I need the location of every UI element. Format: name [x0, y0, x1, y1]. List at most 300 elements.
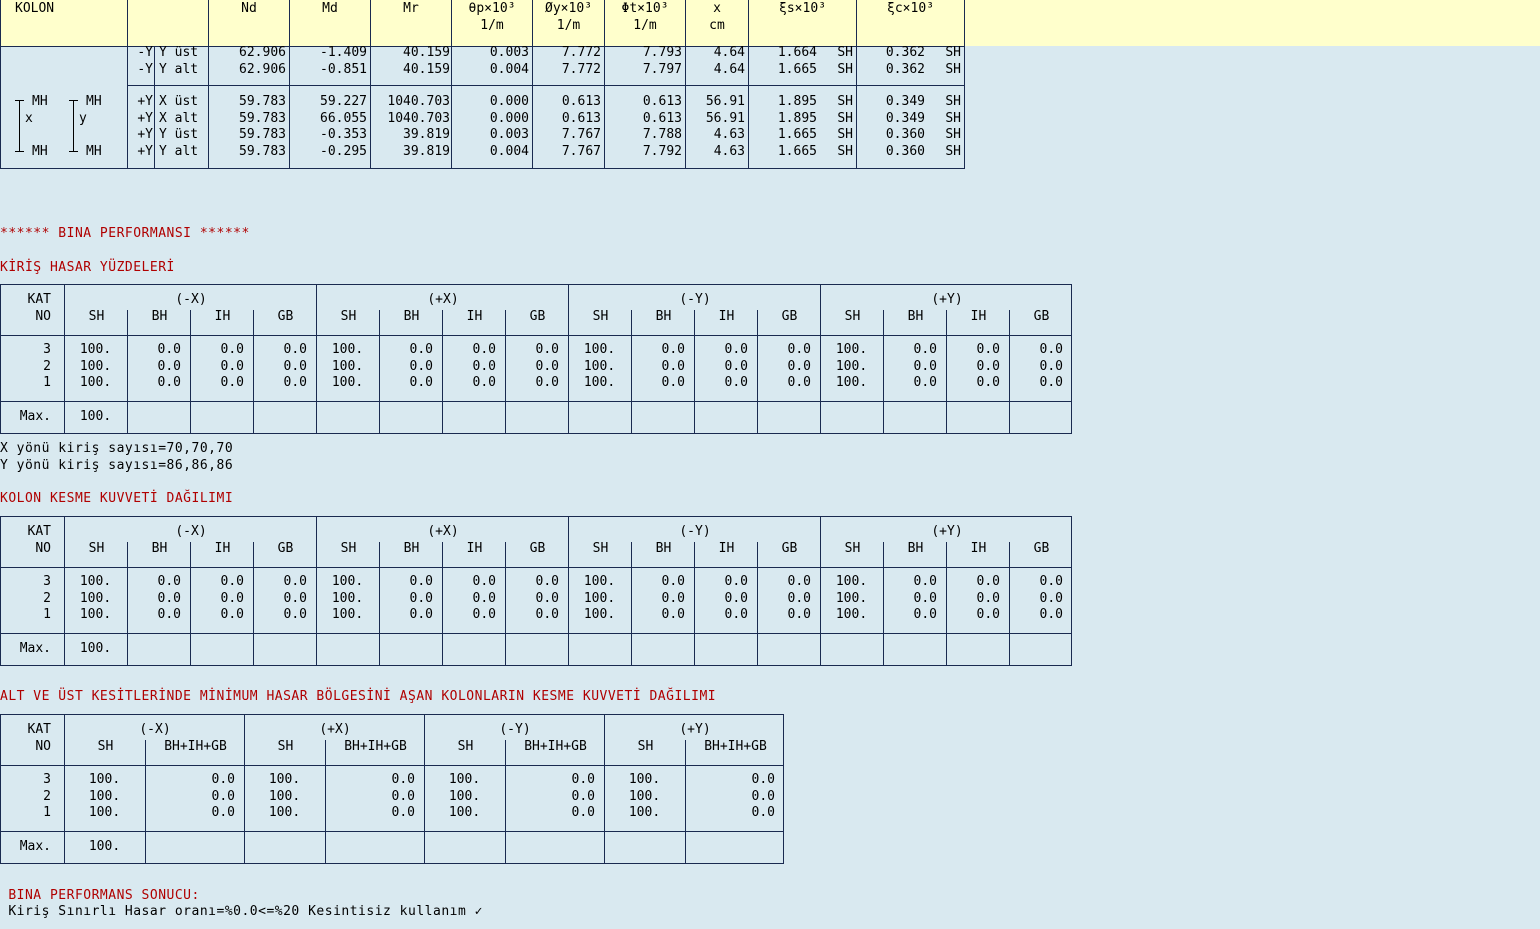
table-cell: 0.0 [220, 607, 244, 623]
table-cell: 100. [448, 772, 481, 787]
row-xc: 0.349 [885, 110, 925, 126]
max-label: Max. [19, 641, 51, 656]
table-cell: 0.0 [535, 358, 559, 374]
kiris-count-x: X yönü kiriş sayısı=70,70,70 [0, 441, 234, 456]
column-header: IH [718, 309, 735, 324]
table-cell: 100. [268, 805, 301, 821]
row-xs: 1.665 [777, 144, 817, 160]
row-kat: 3 [43, 772, 51, 787]
table-cell: 0.0 [976, 342, 1000, 357]
table-cell: 0.0 [409, 590, 433, 606]
header-blank [128, 0, 209, 46]
table-cell: 0.0 [724, 358, 748, 374]
header-pt-unit: 1/m [633, 18, 657, 33]
row-mr: 1040.703 [387, 94, 450, 109]
row-xs-state: SH [837, 110, 853, 126]
table-cell: 100. [835, 590, 868, 606]
table-cell: 0.0 [787, 342, 811, 357]
table-cell: 0.0 [976, 607, 1000, 623]
kolon-table-body [0, 46, 965, 169]
column-divider [154, 46, 155, 168]
beam-bottom-flange [15, 151, 24, 152]
group-header: (+Y) [679, 722, 711, 737]
row-oy: 7.767 [561, 127, 601, 143]
table-cell: 0.0 [409, 607, 433, 623]
table-cell: 0.0 [157, 590, 181, 606]
column-header: IH [214, 541, 231, 556]
column-header: IH [214, 309, 231, 324]
table-cell: 100. [331, 342, 364, 357]
row-xs: 1.665 [777, 127, 817, 143]
row-x: 4.63 [713, 127, 745, 143]
row-oy: 0.613 [561, 94, 601, 109]
row-xc-state: SH [945, 110, 961, 126]
header-x [686, 0, 749, 46]
table-cell: 100. [628, 788, 661, 804]
table-cell: 0.0 [913, 574, 937, 589]
kolon-header-row [1, 0, 965, 46]
column-header: IH [466, 309, 483, 324]
row-xc: 0.362 [885, 45, 925, 60]
row-md: 59.227 [320, 94, 367, 109]
row-pt: 7.792 [642, 144, 682, 160]
row-xc-state: SH [945, 61, 961, 77]
row-md: -0.851 [320, 61, 367, 77]
table-cell: 0.0 [472, 590, 496, 606]
row-xs: 1.664 [777, 45, 817, 60]
kiris-count-y: Y yönü kiriş sayısı=86,86,86 [0, 458, 234, 473]
row-dir: -Y [137, 45, 153, 60]
table-cell: 0.0 [409, 342, 433, 357]
table-cell: 0.0 [535, 590, 559, 606]
row-x: 56.91 [705, 94, 745, 109]
row-dir: +Y [137, 94, 153, 109]
table-cell: 0.0 [913, 375, 937, 391]
row-md: -1.409 [320, 45, 367, 60]
column-header: SH [844, 541, 861, 556]
no-label: NO [35, 739, 51, 754]
header-x-label: x [713, 1, 721, 16]
group-divider [128, 85, 965, 86]
row-nd: 59.783 [239, 110, 286, 126]
column-header: SH [844, 309, 861, 324]
column-y-icon [69, 100, 78, 152]
group-header: (-X) [139, 722, 171, 737]
table-cell: 0.0 [976, 375, 1000, 391]
column-header: GB [529, 309, 546, 324]
header-theta-unit: 1/m [480, 18, 504, 33]
row-x: 4.64 [713, 61, 745, 77]
row-kat: 1 [43, 607, 51, 623]
table-cell: 0.0 [535, 342, 559, 357]
column-header: BH+IH+GB [344, 739, 407, 754]
table-cell: 0.0 [220, 574, 244, 589]
column-header: SH [592, 541, 609, 556]
row-xc-state: SH [945, 94, 961, 109]
row-tp: 0.004 [489, 144, 529, 160]
column-divider [127, 46, 128, 168]
table-frame [0, 516, 1072, 666]
table-cell: 100. [583, 574, 616, 589]
row-kat: 1 [43, 805, 51, 821]
row-oy: 7.772 [561, 45, 601, 60]
table-cell: 100. [835, 574, 868, 589]
row-section: Y alt [159, 144, 199, 160]
label-mh-bot-x: MH [32, 144, 48, 159]
column-header: SH [277, 739, 294, 754]
header-md: Md [290, 0, 371, 46]
row-section: Y üst [159, 127, 199, 143]
row-xc: 0.360 [885, 144, 925, 160]
row-tp: 0.000 [489, 110, 529, 126]
row-xc-state: SH [945, 144, 961, 160]
row-kat: 2 [43, 590, 51, 606]
table-cell: 0.0 [409, 358, 433, 374]
group-header: (+Y) [931, 292, 963, 307]
table-cell: 100. [88, 788, 121, 804]
beam-web [73, 100, 74, 152]
row-oy: 7.772 [561, 61, 601, 77]
table-cell: 0.0 [976, 574, 1000, 589]
table-cell: 0.0 [571, 805, 595, 821]
table-cell: 0.0 [787, 574, 811, 589]
header-pt-label: Φt×10³ [621, 1, 669, 16]
column-header: BH [907, 541, 924, 556]
row-pt: 0.613 [642, 110, 682, 126]
table-cell: 0.0 [913, 342, 937, 357]
group-header: (+Y) [931, 524, 963, 539]
max-value: 100. [79, 409, 112, 424]
table-cell: 0.0 [571, 788, 595, 804]
table-cell: 0.0 [283, 375, 307, 391]
table-frame [0, 284, 1072, 434]
table-cell: 100. [835, 375, 868, 391]
row-mr: 39.819 [403, 127, 450, 143]
header-theta-label: θp×10³ [468, 1, 516, 16]
beam-web [19, 100, 20, 152]
table-cell: 0.0 [409, 574, 433, 589]
header-mr: Mr [371, 0, 452, 46]
row-section: X üst [159, 94, 199, 109]
kat-label: KAT [27, 524, 51, 539]
table-cell: 0.0 [724, 590, 748, 606]
header-oy-unit: 1/m [556, 18, 581, 33]
row-mr: 40.159 [403, 45, 450, 60]
row-oy: 7.767 [561, 144, 601, 160]
group-header: (-Y) [679, 292, 711, 307]
table-cell: 100. [331, 574, 364, 589]
row-kat: 2 [43, 358, 51, 374]
header-nd: Nd [209, 0, 290, 46]
column-header: BH+IH+GB [704, 739, 767, 754]
header-xs: ξs×10³ [749, 0, 857, 46]
kolon-kesme-title: KOLON KESME KUVVETİ DAĞILIMI [0, 491, 234, 506]
table-cell: 0.0 [283, 342, 307, 357]
group-header: (-X) [175, 524, 207, 539]
table-cell: 0.0 [391, 805, 415, 821]
table-cell: 0.0 [661, 590, 685, 606]
table-cell: 0.0 [283, 574, 307, 589]
table-cell: 0.0 [283, 607, 307, 623]
table-cell: 0.0 [724, 375, 748, 391]
row-tp: 0.003 [489, 127, 529, 143]
table-cell: 0.0 [211, 805, 235, 821]
row-x: 56.91 [705, 110, 745, 126]
table-cell: 100. [583, 590, 616, 606]
table-cell: 0.0 [472, 342, 496, 357]
row-divider [1, 335, 1071, 336]
row-x: 4.63 [713, 144, 745, 160]
table-cell: 0.0 [724, 607, 748, 623]
table-cell: 0.0 [157, 607, 181, 623]
table-cell: 100. [448, 805, 481, 821]
row-xs-state: SH [837, 94, 853, 109]
table-cell: 0.0 [661, 607, 685, 623]
row-xc: 0.360 [885, 127, 925, 143]
table-cell: 0.0 [751, 772, 775, 787]
kiris-title: KİRİŞ HASAR YÜZDELERİ [0, 260, 175, 275]
row-pt: 7.793 [642, 45, 682, 60]
row-xc: 0.349 [885, 94, 925, 109]
no-label: NO [35, 309, 51, 324]
column-header: GB [277, 541, 294, 556]
beam-bottom-flange [69, 151, 78, 152]
table-cell: 0.0 [472, 358, 496, 374]
table-cell: 0.0 [913, 607, 937, 623]
column-header: GB [781, 541, 798, 556]
table-cell: 100. [79, 342, 112, 357]
row-md: -0.353 [320, 127, 367, 143]
column-header: BH [655, 309, 672, 324]
group-header: (-Y) [679, 524, 711, 539]
header-x-unit: cm [709, 18, 725, 33]
table-cell: 0.0 [661, 375, 685, 391]
column-header: IH [466, 541, 483, 556]
row-md: 66.055 [320, 110, 367, 126]
table-cell: 0.0 [220, 358, 244, 374]
column-header: BH [403, 309, 420, 324]
table-cell: 100. [88, 805, 121, 821]
row-nd: 62.906 [239, 45, 286, 60]
header-oy-label: Øy×10³ [545, 1, 592, 16]
column-header: SH [340, 309, 357, 324]
column-header: GB [529, 541, 546, 556]
table-cell: 100. [835, 358, 868, 374]
group-header: (-X) [175, 292, 207, 307]
table-cell: 100. [583, 607, 616, 623]
row-kat: 1 [43, 375, 51, 391]
table-cell: 0.0 [1039, 342, 1063, 357]
kolon-table [0, 0, 965, 47]
kat-label: KAT [27, 722, 51, 737]
table-cell: 0.0 [211, 788, 235, 804]
table-cell: 0.0 [211, 772, 235, 787]
table-cell: 0.0 [913, 590, 937, 606]
row-xs-state: SH [837, 127, 853, 143]
column-header: SH [637, 739, 654, 754]
table-cell: 0.0 [157, 342, 181, 357]
row-dir: +Y [137, 127, 153, 143]
row-mr: 40.159 [403, 61, 450, 77]
label-x: x [25, 111, 33, 126]
row-kat: 3 [43, 574, 51, 589]
row-xs: 1.895 [777, 110, 817, 126]
row-oy: 0.613 [561, 110, 601, 126]
row-xs-state: SH [837, 144, 853, 160]
table-cell: 0.0 [787, 590, 811, 606]
table-cell: 0.0 [787, 607, 811, 623]
column-header: SH [88, 541, 105, 556]
column-header: BH+IH+GB [164, 739, 227, 754]
row-pt: 7.788 [642, 127, 682, 143]
max-value: 100. [88, 839, 121, 854]
column-header: SH [97, 739, 114, 754]
table-cell: 0.0 [661, 574, 685, 589]
group-header: (+X) [319, 722, 351, 737]
row-x: 4.64 [713, 45, 745, 60]
label-mh-top-x: MH [32, 94, 48, 109]
table-cell: 0.0 [751, 805, 775, 821]
row-xc: 0.362 [885, 61, 925, 77]
row-divider [1, 765, 783, 766]
column-header: IH [970, 309, 987, 324]
max-label: Max. [19, 409, 51, 424]
column-header: BH [151, 309, 168, 324]
table-cell: 0.0 [472, 375, 496, 391]
table-cell: 0.0 [391, 772, 415, 787]
table-cell: 0.0 [220, 375, 244, 391]
header-pt [605, 0, 686, 46]
table-cell: 100. [331, 375, 364, 391]
table-cell: 0.0 [535, 574, 559, 589]
table-cell: 0.0 [535, 375, 559, 391]
table-cell: 0.0 [1039, 574, 1063, 589]
row-tp: 0.004 [489, 61, 529, 77]
table-cell: 0.0 [472, 607, 496, 623]
row-dir: +Y [137, 144, 153, 160]
row-divider [1, 567, 1071, 568]
column-header: GB [277, 309, 294, 324]
table-cell: 0.0 [283, 358, 307, 374]
table-cell: 0.0 [661, 358, 685, 374]
column-header: IH [718, 541, 735, 556]
row-section: Y üst [159, 45, 199, 60]
table-cell: 0.0 [220, 590, 244, 606]
table-cell: 100. [79, 375, 112, 391]
table-cell: 100. [79, 590, 112, 606]
table-cell: 100. [79, 607, 112, 623]
row-xs-state: SH [837, 45, 853, 60]
table-cell: 100. [628, 805, 661, 821]
row-md: -0.295 [320, 144, 367, 160]
table-cell: 100. [268, 772, 301, 787]
table-cell: 0.0 [220, 342, 244, 357]
group-header: (+X) [427, 524, 459, 539]
table-cell: 100. [628, 772, 661, 787]
group-header: (-Y) [499, 722, 531, 737]
row-nd: 59.783 [239, 144, 286, 160]
label-mh-top-y: MH [86, 94, 102, 109]
row-nd: 62.906 [239, 61, 286, 77]
label-y: y [79, 111, 87, 126]
header-oy [533, 0, 605, 46]
table-cell: 0.0 [724, 574, 748, 589]
table-cell: 0.0 [1039, 607, 1063, 623]
column-header: BH [907, 309, 924, 324]
table-cell: 100. [331, 590, 364, 606]
row-xs-state: SH [837, 61, 853, 77]
column-header: SH [457, 739, 474, 754]
row-divider [1, 831, 783, 832]
table-frame [0, 714, 784, 864]
kat-label: KAT [27, 292, 51, 307]
table-cell: 0.0 [724, 342, 748, 357]
row-section: X alt [159, 110, 199, 126]
column-header: SH [88, 309, 105, 324]
row-nd: 59.783 [239, 127, 286, 143]
table-cell: 100. [268, 788, 301, 804]
row-nd: 59.783 [239, 94, 286, 109]
row-xc-state: SH [945, 45, 961, 60]
row-tp: 0.000 [489, 94, 529, 109]
result-line: Kiriş Sınırlı Hasar oranı=%0.0<=%20 Kesintisiz kullanım ✓ [0, 904, 483, 919]
table-cell: 0.0 [283, 590, 307, 606]
row-section: Y alt [159, 61, 199, 77]
row-xs: 1.895 [777, 94, 817, 109]
table-cell: 0.0 [787, 358, 811, 374]
table-cell: 0.0 [472, 574, 496, 589]
table-cell: 0.0 [409, 375, 433, 391]
table-cell: 0.0 [661, 342, 685, 357]
row-divider [1, 401, 1071, 402]
column-header: GB [1033, 309, 1050, 324]
table-cell: 0.0 [787, 375, 811, 391]
table-cell: 0.0 [571, 772, 595, 787]
no-label: NO [35, 541, 51, 556]
header-xc: ξc×10³ [857, 0, 965, 46]
column-x-icon [15, 100, 24, 152]
column-header: GB [781, 309, 798, 324]
row-pt: 7.797 [642, 61, 682, 77]
table-cell: 100. [88, 772, 121, 787]
alt-ust-title: ALT VE ÜST KESİTLERİNDE MİNİMUM HASAR BÖLGESİNİ AŞAN KOLONLARIN KESME KUVVETİ DAĞILIMI [0, 689, 717, 704]
row-kat: 2 [43, 788, 51, 804]
table-cell: 100. [79, 358, 112, 374]
table-cell: 100. [583, 375, 616, 391]
table-cell: 0.0 [1039, 358, 1063, 374]
table-cell: 100. [79, 574, 112, 589]
column-header: IH [970, 541, 987, 556]
column-header: BH+IH+GB [524, 739, 587, 754]
row-dir: +Y [137, 110, 153, 126]
table-cell: 0.0 [157, 375, 181, 391]
row-pt: 0.613 [642, 94, 682, 109]
table-cell: 100. [448, 788, 481, 804]
header-theta [452, 0, 533, 46]
row-xc-state: SH [945, 127, 961, 143]
section-title: ****** BINA PERFORMANSI ****** [0, 226, 250, 241]
group-header: (+X) [427, 292, 459, 307]
result-title: BINA PERFORMANS SONUCU: [0, 888, 200, 903]
row-dir: -Y [137, 61, 153, 77]
table-cell: 0.0 [1039, 590, 1063, 606]
table-cell: 100. [835, 342, 868, 357]
column-header: BH [655, 541, 672, 556]
row-tp: 0.003 [489, 45, 529, 60]
table-cell: 100. [331, 358, 364, 374]
table-cell: 0.0 [976, 590, 1000, 606]
label-mh-bot-y: MH [86, 144, 102, 159]
